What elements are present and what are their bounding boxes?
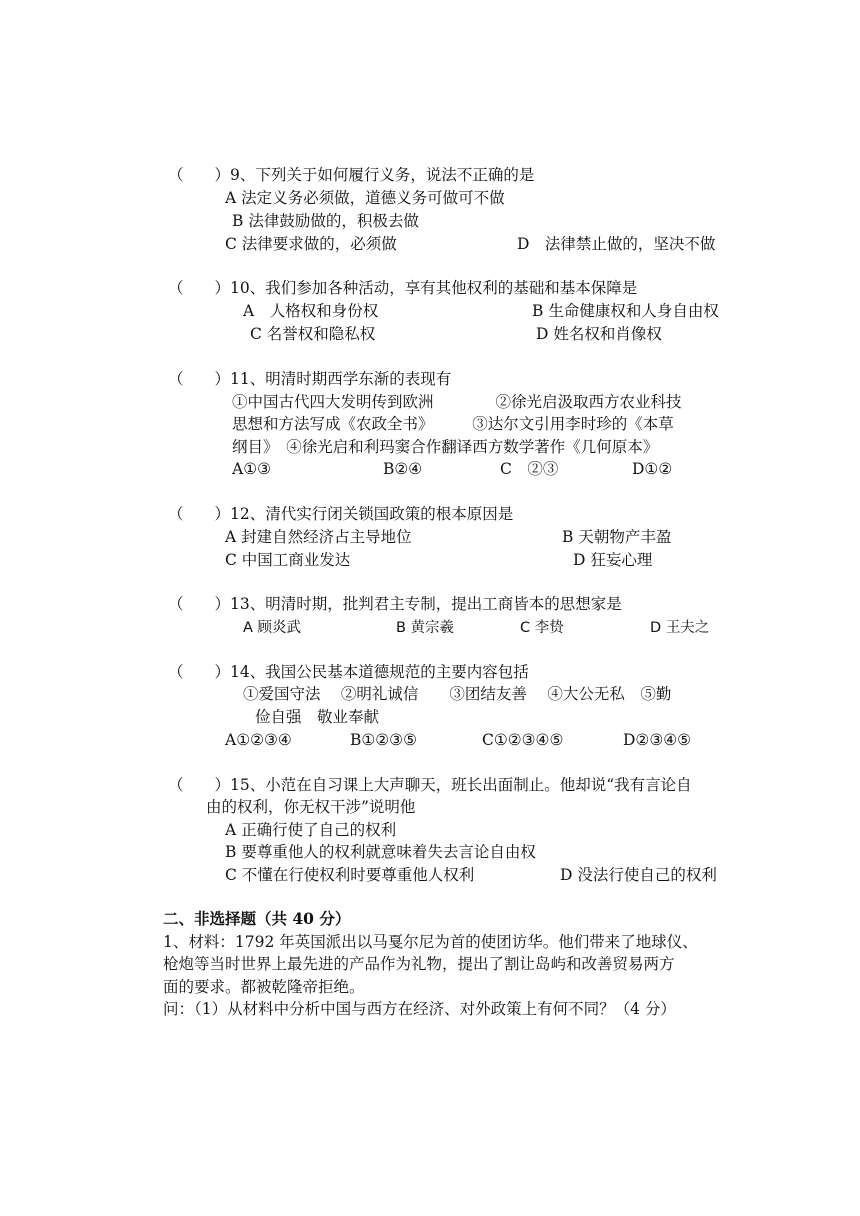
question-11-line-2: 思想和方法写成《农政全书》 ③达尔文引用李时珍的《本草 xyxy=(232,415,674,433)
question-14-line-2: 俭自强 敬业奉献 xyxy=(255,708,380,726)
section-2-question-1-line-1: 1、材料：1792 年英国派出以马戛尔尼为首的使团访华。他们带来了地球仪、 xyxy=(163,933,698,951)
question-13-option-b: B 黄宗羲 xyxy=(396,620,455,636)
question-11-option-a: A①③ xyxy=(232,460,271,478)
question-13-option-d: D 王夫之 xyxy=(650,620,710,636)
question-14-option-c: C①②③④⑤ xyxy=(482,731,564,749)
question-11-line-3: 纲目》 ④徐光启和利玛窦合作翻译西方数学著作《几何原本》 xyxy=(232,438,659,456)
question-14-stem: （ ）14、我国公民基本道德规范的主要内容包括 xyxy=(168,663,529,681)
question-11-option-b: B②④ xyxy=(383,460,423,478)
question-12-option-c: C 中国工商业发达 xyxy=(225,551,351,569)
question-15-option-c: C 不懂在行使权利时要尊重他人权利 xyxy=(225,866,475,884)
question-12-option-b: B 天朝物产丰盈 xyxy=(562,528,672,546)
question-10-option-b: B 生命健康权和人身自由权 xyxy=(532,302,719,320)
question-12-option-a: A 封建自然经济占主导地位 xyxy=(225,528,412,546)
question-9-option-a: A 法定义务必须做，道德义务可做可不做 xyxy=(225,189,505,207)
question-15-option-b: B 要尊重他人的权利就意味着失去言论自由权 xyxy=(225,843,536,861)
question-13-option-c: C 李贽 xyxy=(520,620,564,636)
section-2-question-1-ask: 问：（1）从材料中分析中国与西方在经济、对外政策上有何不同？（4 分） xyxy=(163,1000,676,1018)
question-15-option-a: A 正确行使了自己的权利 xyxy=(225,821,397,839)
question-9-option-d: D 法律禁止做的，坚决不做 xyxy=(517,235,716,253)
question-10-stem: （ ）10、我们参加各种活动，享有其他权利的基础和基本保障是 xyxy=(168,279,638,297)
question-10-option-d: D 姓名权和肖像权 xyxy=(536,325,662,343)
question-11-stem: （ ）11、明清时期西学东渐的表现有 xyxy=(168,370,452,388)
question-14-option-b: B①②③⑤ xyxy=(350,731,417,749)
question-13-option-a: A 顾炎武 xyxy=(243,620,302,636)
question-13-stem: （ ）13、明清时期，批判君主专制，提出工商皆本的思想家是 xyxy=(168,595,622,613)
section-2-title: 二、非选择题（共 40 分） xyxy=(163,909,351,928)
question-11-option-d: D①② xyxy=(632,460,673,478)
question-9-stem: （ ）9、下列关于如何履行义务，说法不正确的是 xyxy=(168,166,535,184)
question-12-option-d: D 狂妄心理 xyxy=(573,551,653,569)
section-2-question-1-line-3: 面的要求。都被乾隆帝拒绝。 xyxy=(163,978,365,996)
question-10-option-a: A 人格权和身份权 xyxy=(243,302,379,320)
question-9-option-b: B 法律鼓励做的，积极去做 xyxy=(232,212,419,230)
question-15-stem: （ ）15、小范在自习课上大声聊天，班长出面制止。他却说“我有言论自 xyxy=(168,776,692,794)
question-15-option-d: D 没法行使自己的权利 xyxy=(560,866,717,884)
question-9-option-c: C 法律要求做的，必须做 xyxy=(225,235,397,253)
question-10-option-c: C 名誉权和隐私权 xyxy=(250,325,376,343)
question-11-line-1: ①中国古代四大发明传到欧洲 ②徐光启汲取西方农业科技 xyxy=(232,393,682,411)
question-14-option-d: D②③④⑤ xyxy=(623,731,692,749)
question-15-stem-continued: 由的权利，你无权干涉”说明他 xyxy=(206,798,416,816)
question-14-line-1: ①爱国守法 ②明礼诚信 ③团结友善 ④大公无私 ⑤勤 xyxy=(243,685,672,703)
question-11-option-c: C ②③ xyxy=(500,460,559,478)
section-2-question-1-line-2: 枪炮等当时世界上最先进的产品作为礼物，提出了割让岛屿和改善贸易两方 xyxy=(163,955,675,973)
question-14-option-a: A①②③④ xyxy=(225,731,292,749)
question-12-stem: （ ）12、清代实行闭关锁国政策的根本原因是 xyxy=(168,505,514,523)
